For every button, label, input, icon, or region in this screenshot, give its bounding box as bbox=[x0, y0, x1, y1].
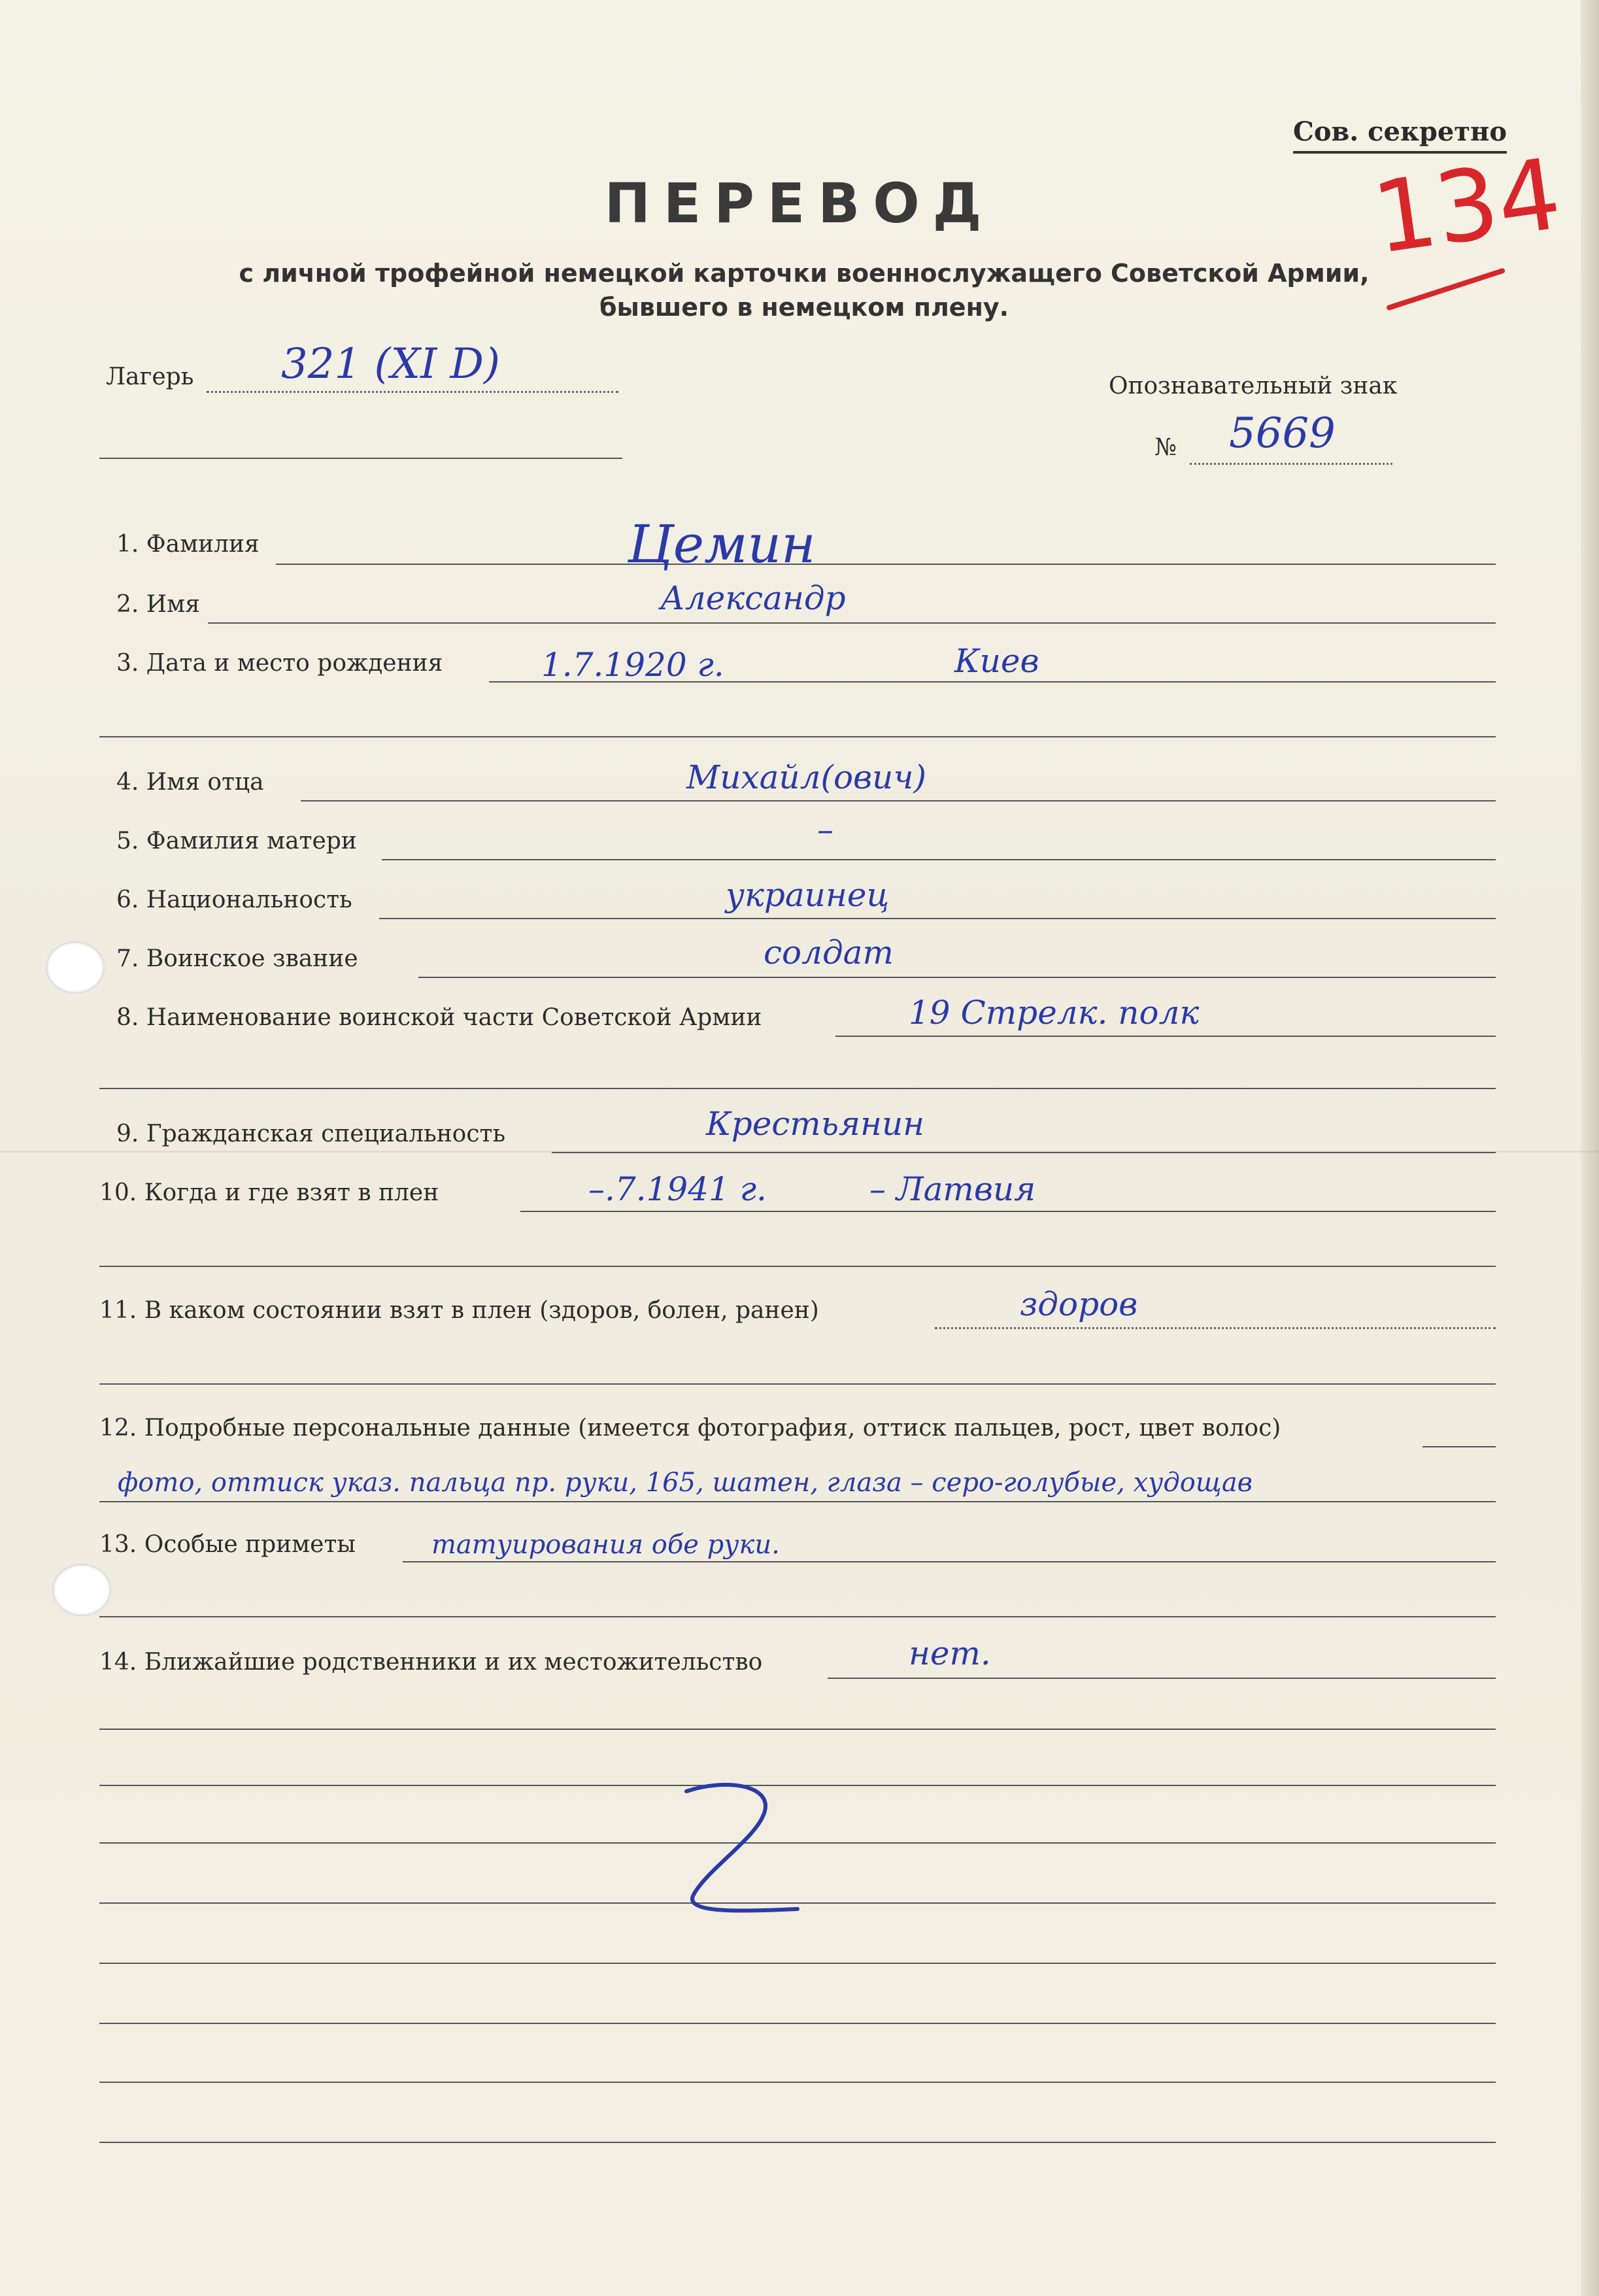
field-11-label: 11. В каком состоянии взят в плен (здоров, болен, ранен) bbox=[99, 1297, 819, 1324]
field-14-rule bbox=[828, 1678, 1496, 1679]
cancel-scribble bbox=[654, 1765, 824, 1935]
field-10-label: 10. Когда и где взят в плен bbox=[99, 1179, 439, 1206]
field-12-value: фото, оттиск указ. пальца пр. руки, 165, шатен, глаза – серо-голубые, худощав bbox=[118, 1468, 1253, 1498]
blank-rule bbox=[99, 2082, 1496, 2083]
field-8-rule bbox=[835, 1036, 1496, 1037]
document-title: ПЕРЕВОД bbox=[604, 171, 995, 235]
camp-label: Лагерь bbox=[106, 363, 194, 390]
field-11-rule-2 bbox=[99, 1383, 1496, 1385]
field-1-rule bbox=[276, 564, 1496, 565]
blank-rule bbox=[99, 2023, 1496, 2024]
field-4-value: Михайл(ович) bbox=[686, 758, 926, 796]
classification-stamp: Сов. секретно bbox=[1293, 116, 1507, 154]
field-6-label: 6. Национальность bbox=[116, 886, 352, 913]
camp-rule bbox=[207, 391, 618, 393]
field-8-label: 8. Наименование воинской части Советской Армии bbox=[116, 1004, 762, 1031]
field-5-label: 5. Фамилия матери bbox=[116, 828, 357, 854]
field-12-rule-2 bbox=[99, 1501, 1496, 1502]
tag-rule bbox=[1190, 463, 1392, 465]
field-2-rule bbox=[208, 622, 1496, 624]
field-7-rule bbox=[418, 977, 1496, 978]
field-2-value: Александр bbox=[660, 579, 846, 617]
tag-number-prefix: № bbox=[1154, 434, 1177, 461]
field-11-rule bbox=[935, 1327, 1496, 1329]
field-10-value2: – Латвия bbox=[869, 1170, 1036, 1208]
field-3-value: 1.7.1920 г. bbox=[541, 646, 724, 684]
field-6-rule bbox=[379, 918, 1496, 919]
document-subtitle bbox=[183, 256, 1425, 324]
punch-hole bbox=[52, 1564, 111, 1616]
field-8-rule-2 bbox=[99, 1088, 1496, 1089]
field-14-value: нет. bbox=[909, 1634, 991, 1672]
field-13-label: 13. Особые приметы bbox=[99, 1531, 356, 1558]
field-8-value: 19 Стрелк. полк bbox=[909, 994, 1200, 1032]
archive-number: 134 bbox=[1366, 137, 1568, 277]
camp-value: 321 (XI D) bbox=[281, 340, 500, 388]
field-10-rule-2 bbox=[99, 1266, 1496, 1267]
field-4-label: 4. Имя отца bbox=[116, 769, 264, 796]
subtitle-line-1: с личной трофейной немецкой карточки военнослужащего Советской Армии, bbox=[239, 259, 1370, 288]
field-12-label: 12. Подробные персональные данные (имеется фотография, оттиск пальцев, рост, цвет волос) bbox=[99, 1415, 1281, 1442]
field-14-label: 14. Ближайшие родственники и их местожительство bbox=[99, 1649, 763, 1676]
tag-value: 5669 bbox=[1229, 409, 1336, 458]
field-3-label: 3. Дата и место рождения bbox=[116, 650, 443, 677]
field-10-value: –.7.1941 г. bbox=[588, 1170, 767, 1208]
subtitle-line-2: бывшего в немецком плену. bbox=[599, 293, 1009, 322]
paper-edge bbox=[1581, 0, 1599, 2296]
blank-rule bbox=[99, 1963, 1496, 1964]
field-9-label: 9. Гражданская специальность bbox=[116, 1121, 506, 1147]
blank-rule bbox=[99, 2142, 1496, 2143]
field-7-value: солдат bbox=[764, 934, 894, 971]
tag-label: Опознавательный знак bbox=[1109, 373, 1398, 399]
field-13-value: татуирования обе руки. bbox=[431, 1530, 780, 1560]
blank-rule bbox=[99, 1729, 1496, 1730]
field-4-rule bbox=[301, 800, 1496, 802]
field-9-value: Крестьянин bbox=[706, 1105, 925, 1143]
field-1-label: 1. Фамилия bbox=[116, 531, 260, 558]
field-9-rule bbox=[552, 1152, 1496, 1153]
field-2-label: 2. Имя bbox=[116, 591, 200, 618]
field-1-value: Цемин bbox=[628, 514, 816, 575]
camp-rule-2 bbox=[99, 458, 622, 459]
field-7-label: 7. Воинское звание bbox=[116, 945, 358, 972]
field-11-value: здоров bbox=[1020, 1285, 1138, 1323]
field-5-rule bbox=[382, 859, 1496, 860]
field-6-value: украинец bbox=[726, 876, 890, 914]
field-3-value2: Киев bbox=[954, 642, 1039, 680]
field-5-value: – bbox=[817, 811, 833, 849]
field-13-rule-2 bbox=[99, 1616, 1496, 1617]
field-13-rule bbox=[403, 1561, 1496, 1562]
field-12-rule bbox=[1422, 1446, 1496, 1447]
field-3-rule-2 bbox=[99, 736, 1496, 737]
field-10-rule bbox=[520, 1211, 1496, 1212]
punch-hole bbox=[46, 941, 105, 994]
